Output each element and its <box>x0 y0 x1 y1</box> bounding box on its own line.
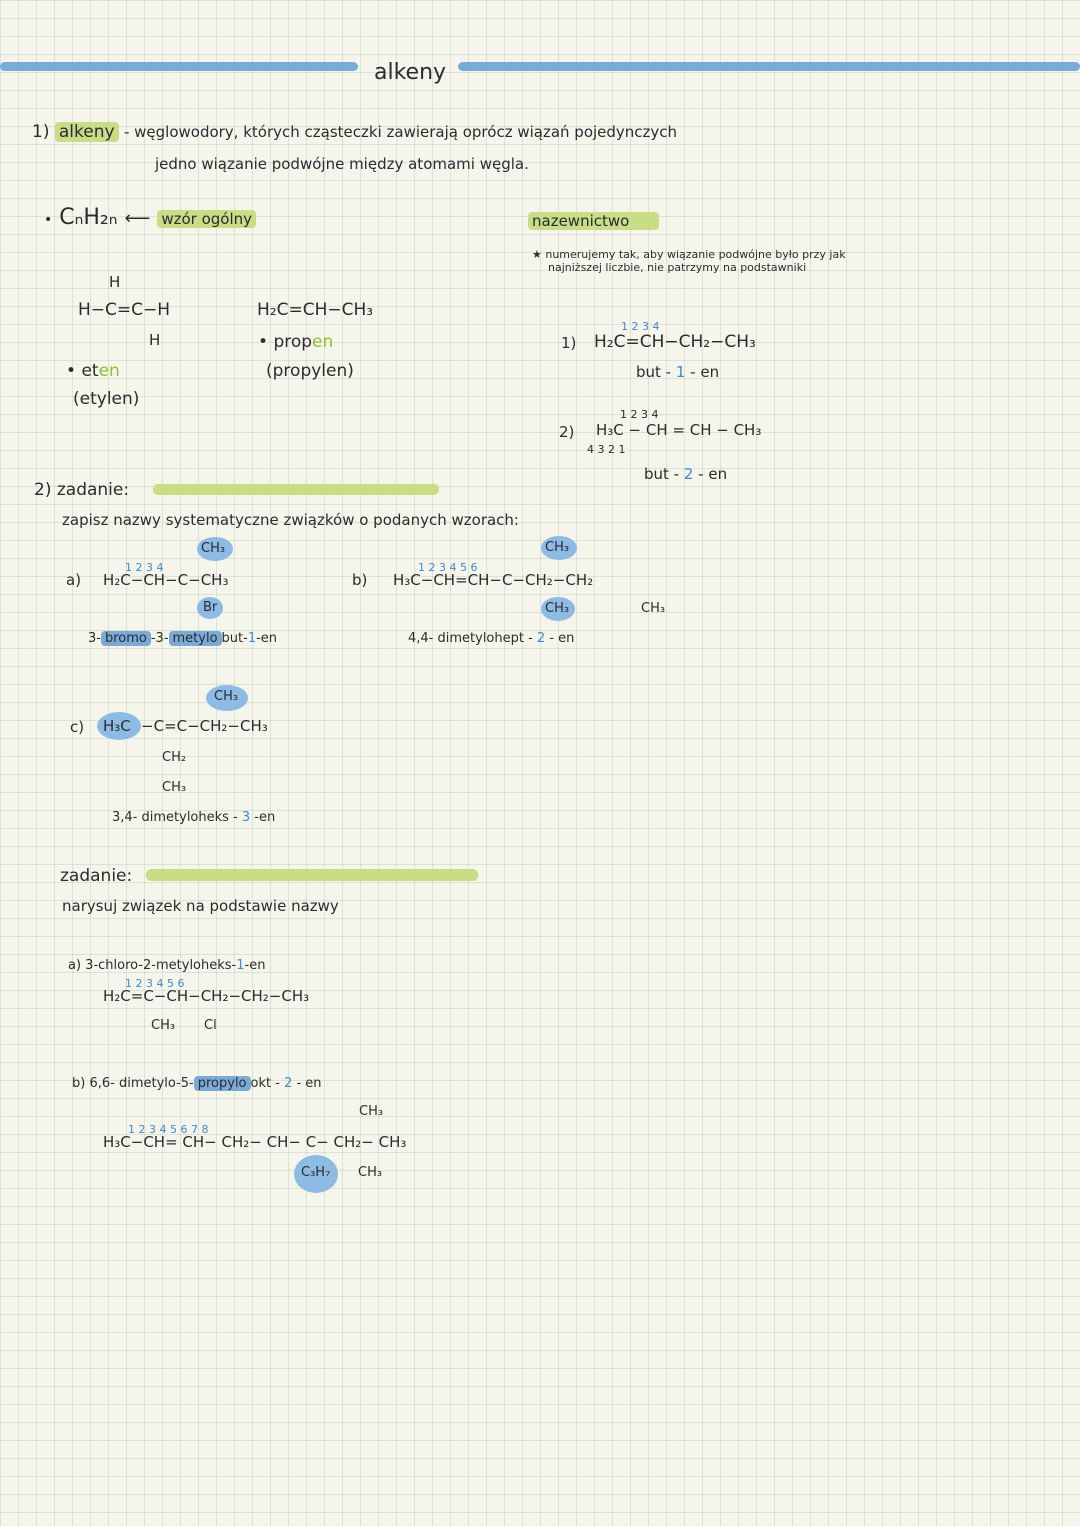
formula-cnh2n: CₙH₂ₙ <box>59 205 118 230</box>
a-name-6: 1 <box>247 631 257 646</box>
nomenclature-note-1: ★ numerujemy tak, aby wiązanie podwójne było przy jak <box>532 248 846 261</box>
t2a-sub-ch3: CH₃ <box>151 1018 176 1033</box>
definition-line1 <box>32 122 677 142</box>
t2a-label: a) 3-chloro-2-metyloheks- <box>68 958 237 973</box>
t2b-top-substituent: CH₃ <box>359 1104 384 1119</box>
nomenclature-label <box>528 212 659 230</box>
t2a-name <box>68 958 265 973</box>
propene-suffix: en <box>312 332 334 352</box>
propene-name: • propen <box>258 332 334 352</box>
t2b-label-5: - en <box>292 1076 322 1091</box>
nom-ex2-name-b: 2 <box>683 465 694 483</box>
t2b-label-4: 2 <box>284 1076 293 1091</box>
task2-instruction: narysuj związek na podstawie nazwy <box>62 897 339 915</box>
t2b-numbers: 1 2 3 4 5 6 7 8 <box>128 1123 209 1136</box>
propene-formula: H₂C=CH−CH₃ <box>257 300 374 320</box>
task1-bar <box>153 484 439 495</box>
nom-ex1-number: 1) <box>561 334 577 352</box>
b-bottom-substituent: CH₃ <box>545 601 570 616</box>
b-chain-end: CH₃ <box>641 601 666 616</box>
t2b-formula: H₃C−CH= CH− CH₂− CH− C− CH₂− CH₃ <box>103 1133 407 1151</box>
a-name-4: metylo <box>169 631 222 646</box>
task2-heading: zadanie: <box>60 866 133 886</box>
nom-ex2-name <box>644 465 727 483</box>
c-name <box>112 810 275 825</box>
header-bar-left <box>0 62 358 71</box>
c-name-c: -en <box>250 810 276 825</box>
a-name <box>88 631 277 646</box>
t2a-numbers: 1 2 3 4 5 6 <box>125 977 185 990</box>
a-numbers: 1 2 3 4 <box>125 561 164 574</box>
nom-ex1-numbers: 1 2 3 4 <box>621 320 660 333</box>
c-name-a: 3,4- dimetyloheks - <box>112 810 242 825</box>
page-title: alkeny <box>374 60 447 85</box>
c-vertical-ch2: CH₂ <box>162 750 187 765</box>
nom-ex2-top-numbers: 1 2 3 4 <box>620 408 659 421</box>
propene-prefix: prop <box>273 332 313 352</box>
t2a-formula: H₂C=C−CH−CH₂−CH₂−CH₃ <box>103 987 310 1005</box>
b-numbers: 1 2 3 4 5 6 <box>418 561 478 574</box>
bullet: • <box>44 212 53 228</box>
t2b-bottom-substituent: CH₃ <box>358 1165 383 1180</box>
ethene-alt-name: (etylen) <box>73 389 140 409</box>
nom-ex1-name-a: but - <box>636 363 676 381</box>
b-name <box>408 631 574 646</box>
task1-heading: 2) zadanie: <box>34 480 130 500</box>
c-vertical-ch3: CH₃ <box>162 780 187 795</box>
general-formula <box>44 205 256 230</box>
definition-term: alkeny <box>55 122 119 142</box>
b-main-chain: H₃C−CH=CH−C−CH₂−CH₂ <box>393 571 594 589</box>
t2b-propyl-substituent: C₃H₇ <box>301 1165 331 1180</box>
nom-ex2-formula: H₃C − CH = CH − CH₃ <box>596 421 762 439</box>
header-bar-right <box>458 62 1080 71</box>
ethene-name: • eten <box>66 361 120 381</box>
nom-ex1-name <box>636 363 719 381</box>
c-h3c: H₃C <box>103 717 131 735</box>
a-top-substituent: CH₃ <box>201 541 226 556</box>
definition-number: 1) <box>32 122 50 142</box>
definition-line2: jedno wiązanie podwójne między atomami węgla. <box>155 155 529 173</box>
t2b-label-1: b) 6,6- dimetylo-5- <box>72 1076 194 1091</box>
arrow-left-icon: ⟵ <box>124 208 151 229</box>
a-name-1: 3- <box>88 631 101 646</box>
nomenclature-note-2: najniższej liczbie, nie patrzymy na podstawniki <box>548 261 807 274</box>
task2-bar <box>146 869 478 881</box>
ethene-bottom-h: H <box>149 331 161 349</box>
nomenclature-title: nazewnictwo <box>528 212 659 230</box>
b-label: b) <box>352 571 368 589</box>
ethene-suffix: en <box>98 361 120 381</box>
general-formula-label: wzór ogólny <box>157 210 256 228</box>
ethene-top-h: H <box>109 273 121 291</box>
nom-ex2-name-c: - en <box>693 465 728 483</box>
t2b-name <box>72 1076 322 1091</box>
a-name-7: -en <box>256 631 278 646</box>
task1-instruction: zapisz nazwy systematyczne związków o podanych wzorach: <box>62 511 519 529</box>
b-name-a: 4,4- dimetylohept - <box>408 631 537 646</box>
ethene-formula: H−C=C−H <box>78 300 171 320</box>
definition-text1: - węglowodory, których cząsteczki zawierają oprócz wiązań pojedynczych <box>123 123 678 141</box>
t2a-suffix: -en <box>244 958 266 973</box>
ethene-prefix: et <box>81 361 99 381</box>
b-name-c: - en <box>545 631 575 646</box>
a-main-chain: H₂C−CH−C−CH₃ <box>103 571 229 589</box>
t2a-num: 1 <box>236 958 245 973</box>
t2b-label-2: propylo <box>194 1076 251 1091</box>
propene-alt-name: (propylen) <box>266 361 354 381</box>
b-top-substituent: CH₃ <box>545 540 570 555</box>
c-main-chain: −C=C−CH₂−CH₃ <box>141 717 268 735</box>
a-label: a) <box>66 571 82 589</box>
a-name-3: -3- <box>150 631 169 646</box>
t2a-sub-cl: Cl <box>204 1018 217 1033</box>
a-name-2: bromo <box>101 631 151 646</box>
c-label: c) <box>70 718 85 736</box>
nom-ex1-name-b: 1 <box>675 363 686 381</box>
nom-ex1-name-c: - en <box>685 363 720 381</box>
nom-ex2-name-a: but - <box>644 465 684 483</box>
c-top-substituent: CH₃ <box>214 689 239 704</box>
nom-ex1-formula: H₂C=CH−CH₂−CH₃ <box>594 332 756 352</box>
nom-ex2-number: 2) <box>559 423 575 441</box>
a-bottom-substituent: Br <box>203 600 218 615</box>
a-name-5: but- <box>221 631 248 646</box>
nom-ex2-bottom-numbers: 4 3 2 1 <box>587 443 626 456</box>
t2b-label-3: okt - <box>250 1076 285 1091</box>
c-name-b: 3 <box>241 810 251 825</box>
b-name-b: 2 <box>536 631 546 646</box>
